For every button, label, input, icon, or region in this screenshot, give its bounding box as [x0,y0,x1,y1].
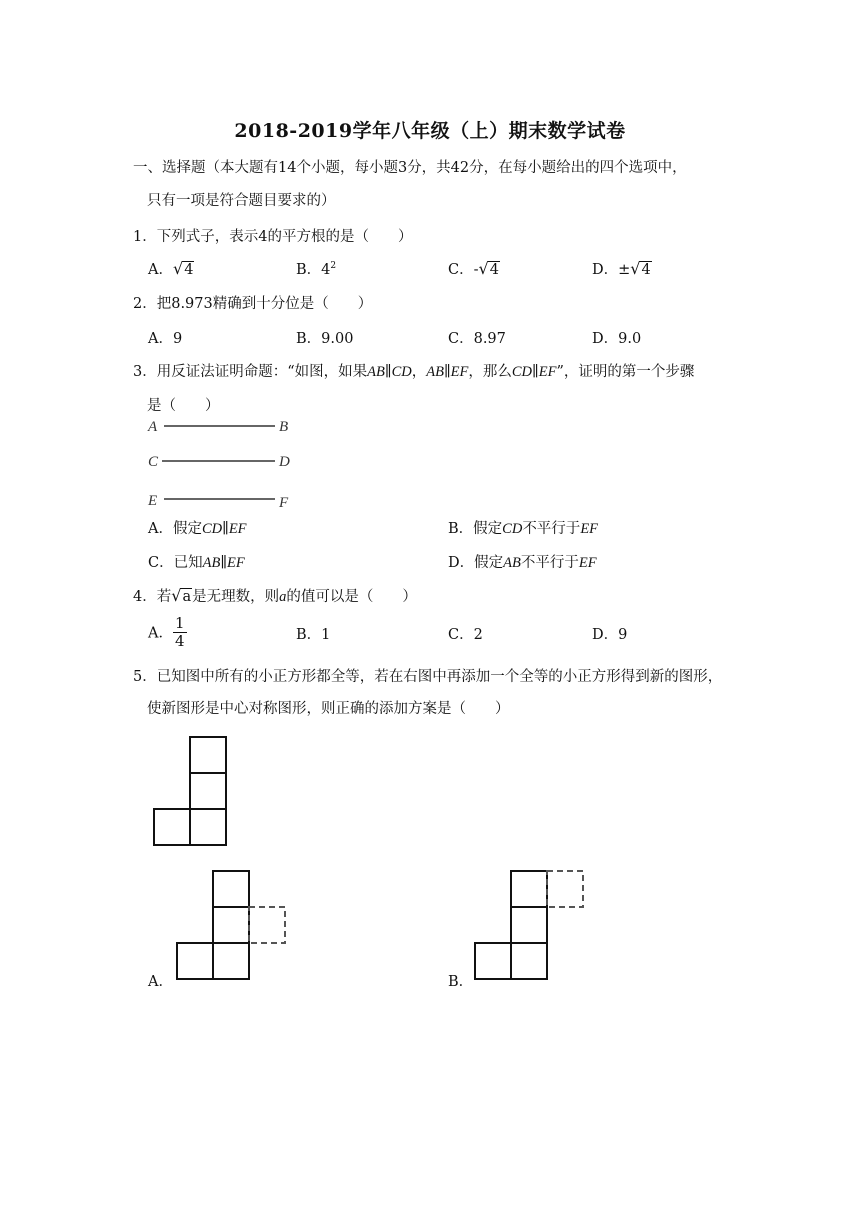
q3-option-c: C．已知AB∥EF [148,555,245,571]
q2-option-d: D．9.0 [592,331,642,347]
q5-stem-line1: 5．已知图中所有的小正方形都全等，若在右图中再添加一个全等的小正方形得到新的图形， [133,669,723,685]
square [190,737,226,773]
square [511,871,547,907]
q4-option-b: B．1 [296,627,331,643]
exam-title: 2018-2019学年八年级（上）期末数学试卷 [234,120,626,142]
q1-option-a-label: A． [148,262,173,278]
point-A-label: A [148,419,158,435]
q2-option-c: C．8.97 [448,331,506,347]
square [177,943,213,979]
square [154,809,190,845]
section-heading-line1: 一、选择题（本大题有14个小题，每小题3分，共42分，在每小题给出的四个选项中， [133,160,687,176]
q3-stem-line1: 3．用反证法证明命题：“如图，如果AB∥CD，AB∥EF，那么CD∥EF”，证明的第一个步骤 [133,364,695,380]
squares-figure-option-b [471,868,591,983]
q4-stem: 4．若√a是无理数，则a的值可以是（ ） [133,586,417,605]
sqrt-icon: √4 [630,259,651,278]
fraction: $\frac{1}{4}$ [174,614,185,650]
q5-stem-line2: 使新图形是中心对称图形，则正确的添加方案是（ ） [147,701,510,717]
sqrt-icon: √4 [478,259,499,278]
square [213,907,249,943]
q2-stem: 2．把8.973精确到十分位是（ ） [133,296,373,312]
point-B-label: B [279,419,289,435]
q1-option-a [148,258,194,279]
q4-option-a: A． $\frac{1}{4}$ [148,614,185,650]
sqrt-icon: √a [171,586,192,605]
section-heading-line2: 只有一项是符合题目要求的） [147,193,336,209]
added-square-dashed [249,907,285,943]
q1-option-d [592,258,652,279]
q5-option-a-label: A． [148,974,173,990]
point-E-label: E [148,493,158,509]
square [190,773,226,809]
q3-option-a: A．假定CD∥EF [148,521,247,537]
point-D-label: D [279,454,290,470]
square [213,943,249,979]
squares-figure-option-a [173,868,293,983]
q1-option-d-label: D．± [592,262,631,278]
q1-option-c [448,258,500,279]
q1-option-b-exponent: 2 [330,261,337,272]
square [511,943,547,979]
q1-option-b-label: B．4 [296,262,331,278]
point-C-label: C [148,454,159,470]
q3-option-b: B．假定CD不平行于EF [448,521,599,537]
square [475,943,511,979]
q5-option-b-label: B． [448,974,474,990]
point-F-label: F [279,495,289,511]
sqrt-icon: √4 [172,259,194,278]
q4-option-d: D．9 [592,627,628,643]
squares-figure-original [150,735,230,850]
q3-stem-line2: 是（ ） [147,398,220,414]
square [511,907,547,943]
q1-option-b [296,258,336,279]
q2-option-a: A．9 [148,331,183,347]
q3-option-d: D．假定AB不平行于EF [448,555,597,571]
q1-stem: 1．下列式子，表示4的平方根的是（ ） [133,229,413,245]
square [213,871,249,907]
square [190,809,226,845]
q1-option-c-label: C．- [448,262,479,278]
q4-option-c: C．2 [448,627,483,643]
q2-option-b: B．9.00 [296,331,354,347]
added-square-dashed [547,871,583,907]
parallel-lines-figure [140,415,310,515]
